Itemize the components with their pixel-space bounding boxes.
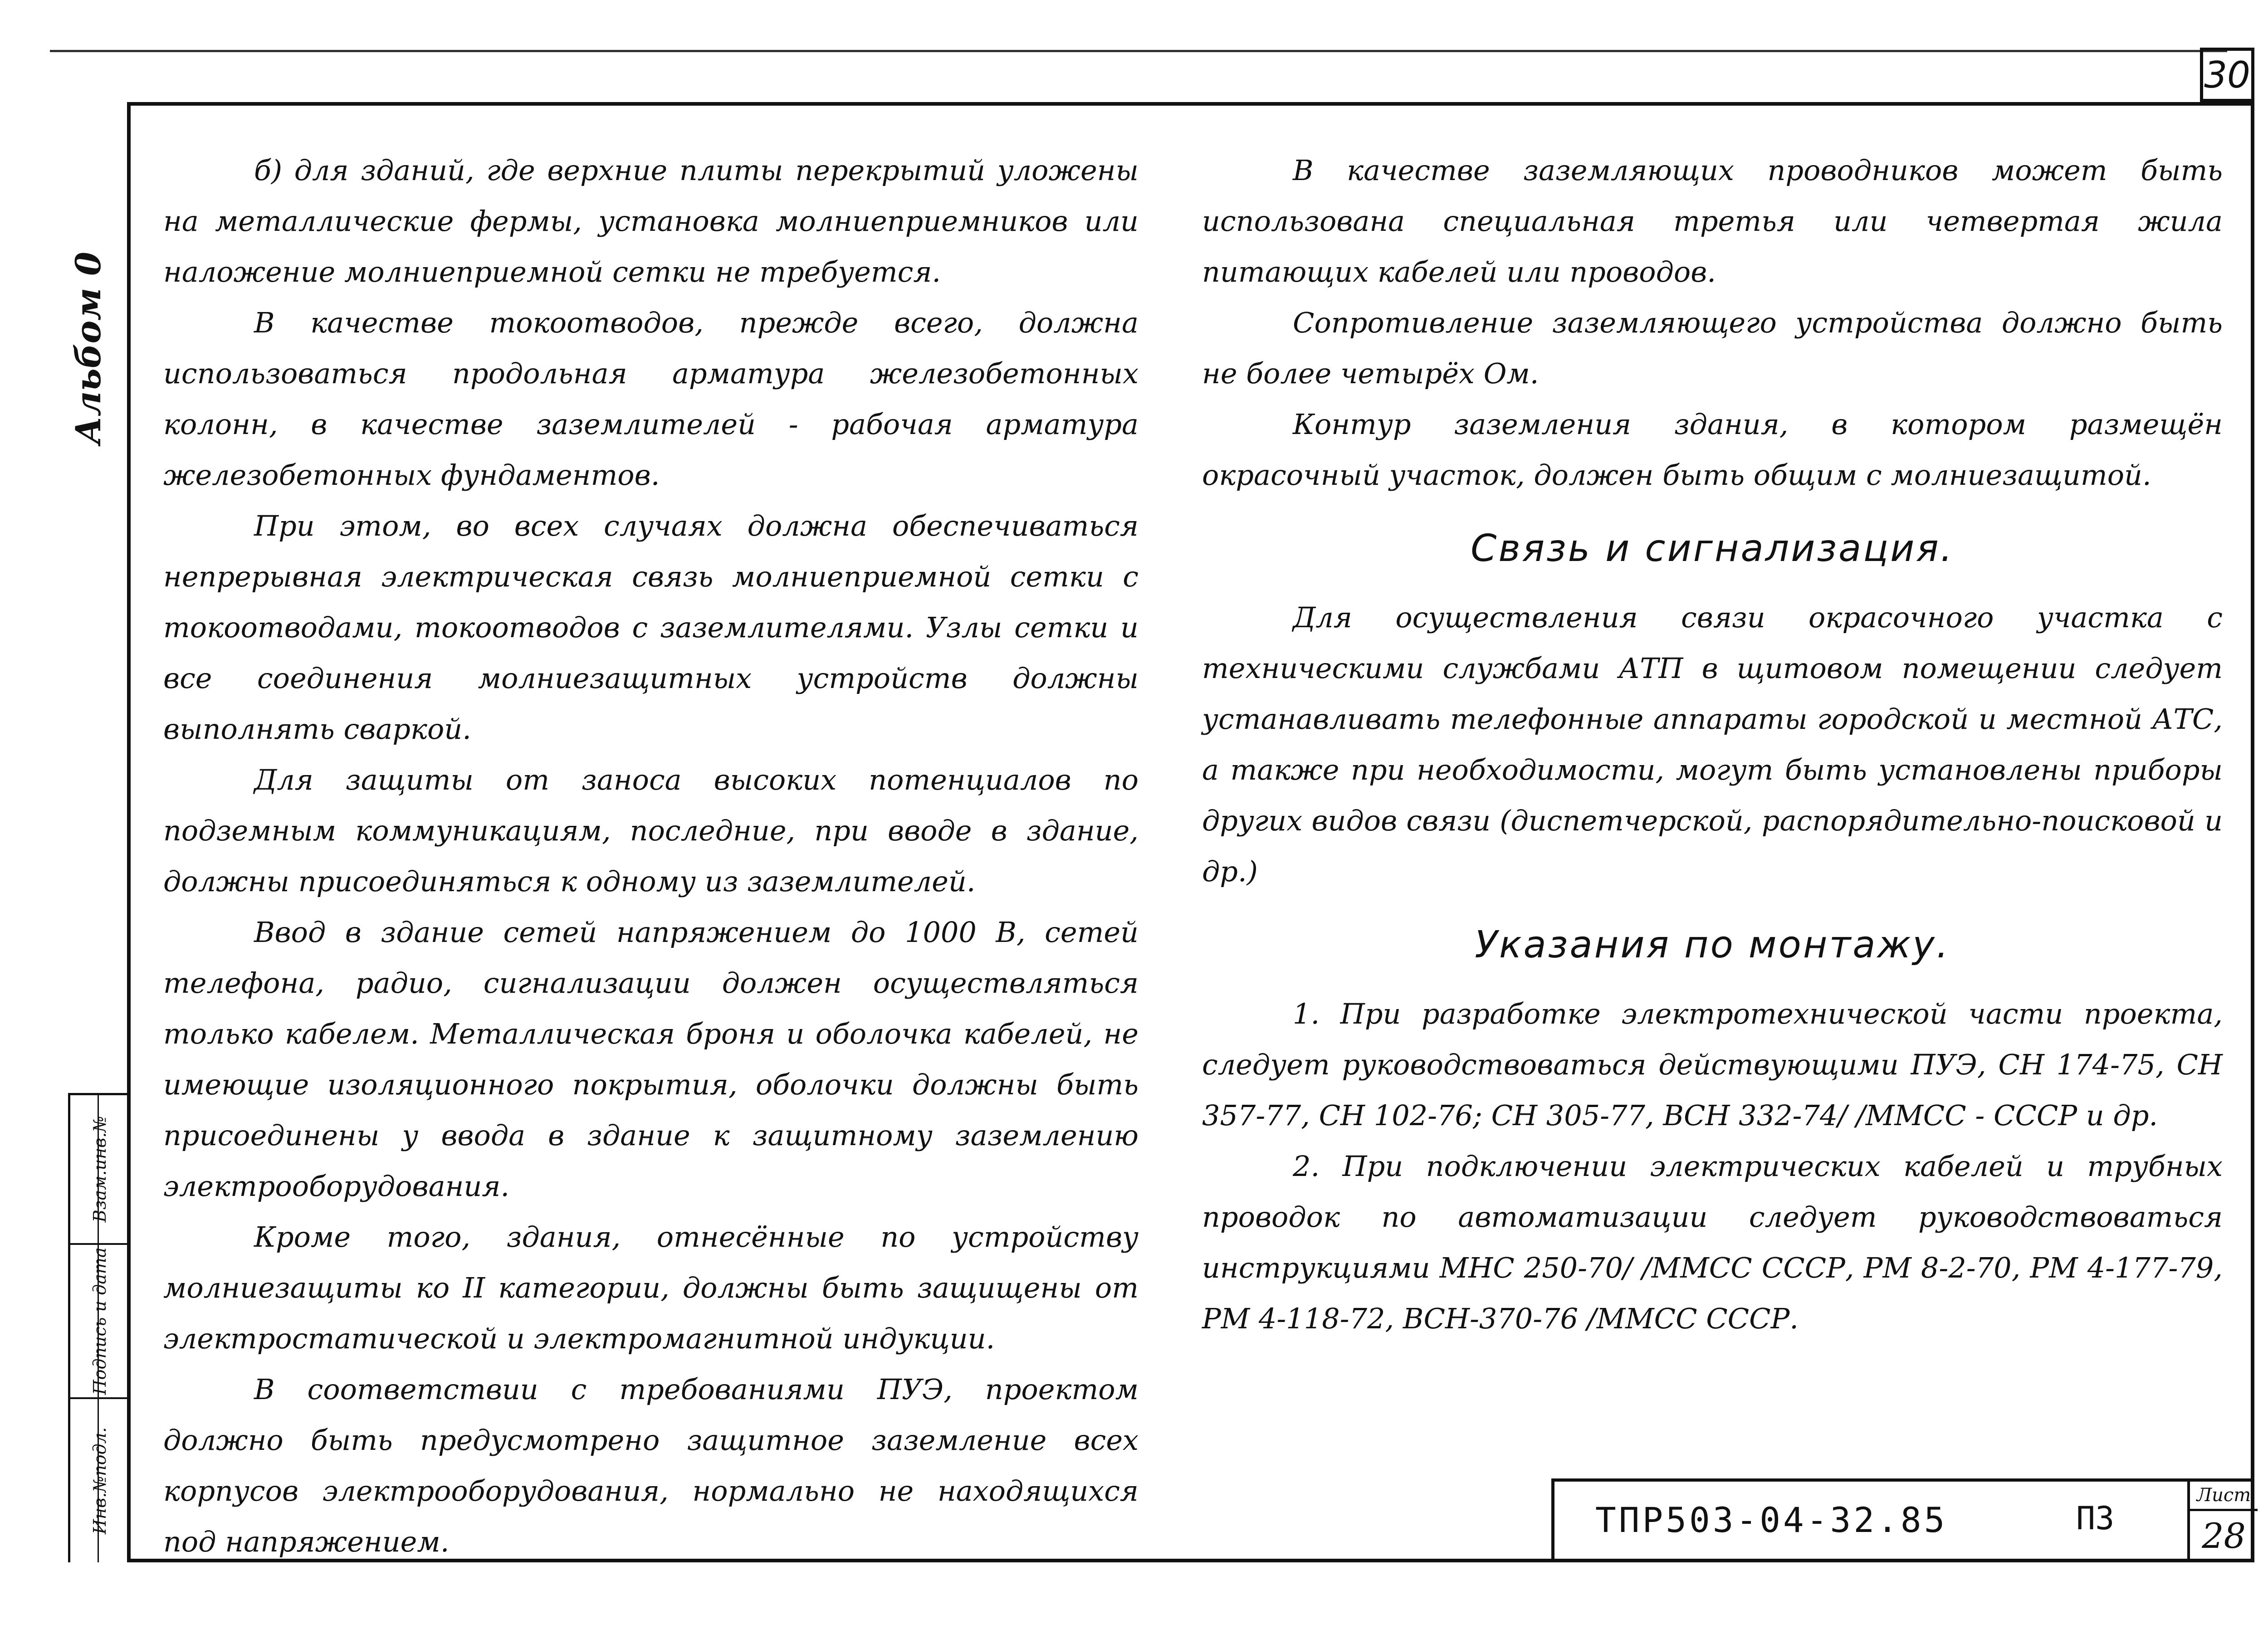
side-stamp-cell-replacement bbox=[70, 1095, 129, 1245]
section-heading-communication: Связь и сигнализация. bbox=[1471, 527, 1954, 570]
paragraph: В качестве токоотводов, прежде всего, должна использоваться продольная арматура железобетонных колонн, в качестве заземлителей - рабочая арматура железобетонных фундаментов. bbox=[163, 306, 1139, 492]
album-label: Альбом 0 bbox=[68, 252, 108, 444]
paragraph: Для осуществления связи окрасочного участка с техническими службами АТП в щитовом помещении следует устанавливать телефонные аппараты городской и местной АТС, а также при необходимости, могут быть установлены приборы других видов связи (диспетчерской, распорядительно-поисковой и др.) bbox=[1202, 601, 2223, 888]
side-stamp-label: Взам.инв.№ bbox=[90, 1116, 110, 1223]
top-rule bbox=[50, 50, 2227, 52]
document-type: ПЗ bbox=[2076, 1500, 2115, 1537]
document-code: ТПР503-04-32.85 bbox=[1595, 1500, 1948, 1540]
sheet-number: 28 bbox=[2202, 1516, 2246, 1556]
paragraph: В соответствии с требованиями ПУЭ, проектом должно быть предусмотрено защитное заземление всех корпусов электрооборудования, нормально не находящихся под напряжением. bbox=[163, 1373, 1139, 1558]
paragraph: Для защиты от заноса высоких потенциалов по подземным коммуникациям, последние, при вводе в здание, должны присоединяться к одному из заземлителей. bbox=[163, 763, 1139, 898]
paragraph: При этом, во всех случаях должна обеспечиваться непрерывная электрическая связь молниеприемной сетки с токоотводами, токоотводов с заземлителями. Узлы сетки и все соединения молниезащитных устройств должны выполнять сваркой. bbox=[163, 509, 1139, 746]
paragraph: Ввод в здание сетей напряжением до 1000 В, сетей телефона, радио, сигнализации должен осуществляться только кабелем. Металлическая броня и оболочка кабелей, не имеющие изоляционного покрытия, оболочки должны быть присоединены у ввода в здание к защитному заземлению электрооборудования. bbox=[163, 916, 1139, 1203]
list-item: 1. При разработке электротехнической части проекта, следует руководствоваться действующими ПУЭ, СН 174-75, СН 357-77, СН 102-76; СН 305-77, ВСН 332-74/ /ММСС - СССР и др. bbox=[1202, 997, 2223, 1132]
paragraph: Кроме того, здания, отнесённые по устройству молниезащиты ко II категории, должны быть защищены от электростатической и электромагнитной индукции. bbox=[163, 1220, 1139, 1355]
sheet-box bbox=[2187, 1482, 2258, 1562]
paragraph: В качестве заземляющих проводников может быть использована специальная третья или четвертая жила питающих кабелей или проводов. bbox=[1202, 154, 2223, 288]
right-column bbox=[1202, 145, 2223, 1344]
side-stamp-label: Подпись и дата bbox=[90, 1247, 110, 1395]
paragraph: б) для зданий, где верхние плиты перекрытий уложены на металлические фермы, установка молниеприемников или наложение молниеприемной сетки не требуется. bbox=[163, 154, 1139, 288]
side-stamp bbox=[68, 1093, 127, 1562]
side-stamp-cell-signature bbox=[70, 1245, 129, 1399]
list-item: 2. При подключении электрических кабелей и трубных проводок по автоматизации следует руководствоваться инструкциями МНС 250-70/ /ММСС СССР, РМ 8-2-70, РМ 4-177-79, РМ 4-118-72, ВСН-370-76 /ММСС СССР. bbox=[1202, 1150, 2223, 1335]
paragraph: Контур заземления здания, в котором размещён окрасочный участок, должен быть общим с молниезащитой. bbox=[1202, 408, 2223, 492]
paragraph: Сопротивление заземляющего устройства должно быть не более четырёх Ом. bbox=[1202, 306, 2223, 390]
side-stamp-cell-inventory bbox=[70, 1399, 129, 1562]
left-column bbox=[163, 145, 1139, 1567]
side-stamp-label: Инв.№подл. bbox=[90, 1427, 110, 1535]
sheet-label: Лист bbox=[2190, 1482, 2258, 1511]
title-block bbox=[1551, 1478, 2254, 1562]
page-number: 30 bbox=[2200, 48, 2254, 102]
section-heading-installation: Указания по монтажу. bbox=[1475, 923, 1950, 966]
